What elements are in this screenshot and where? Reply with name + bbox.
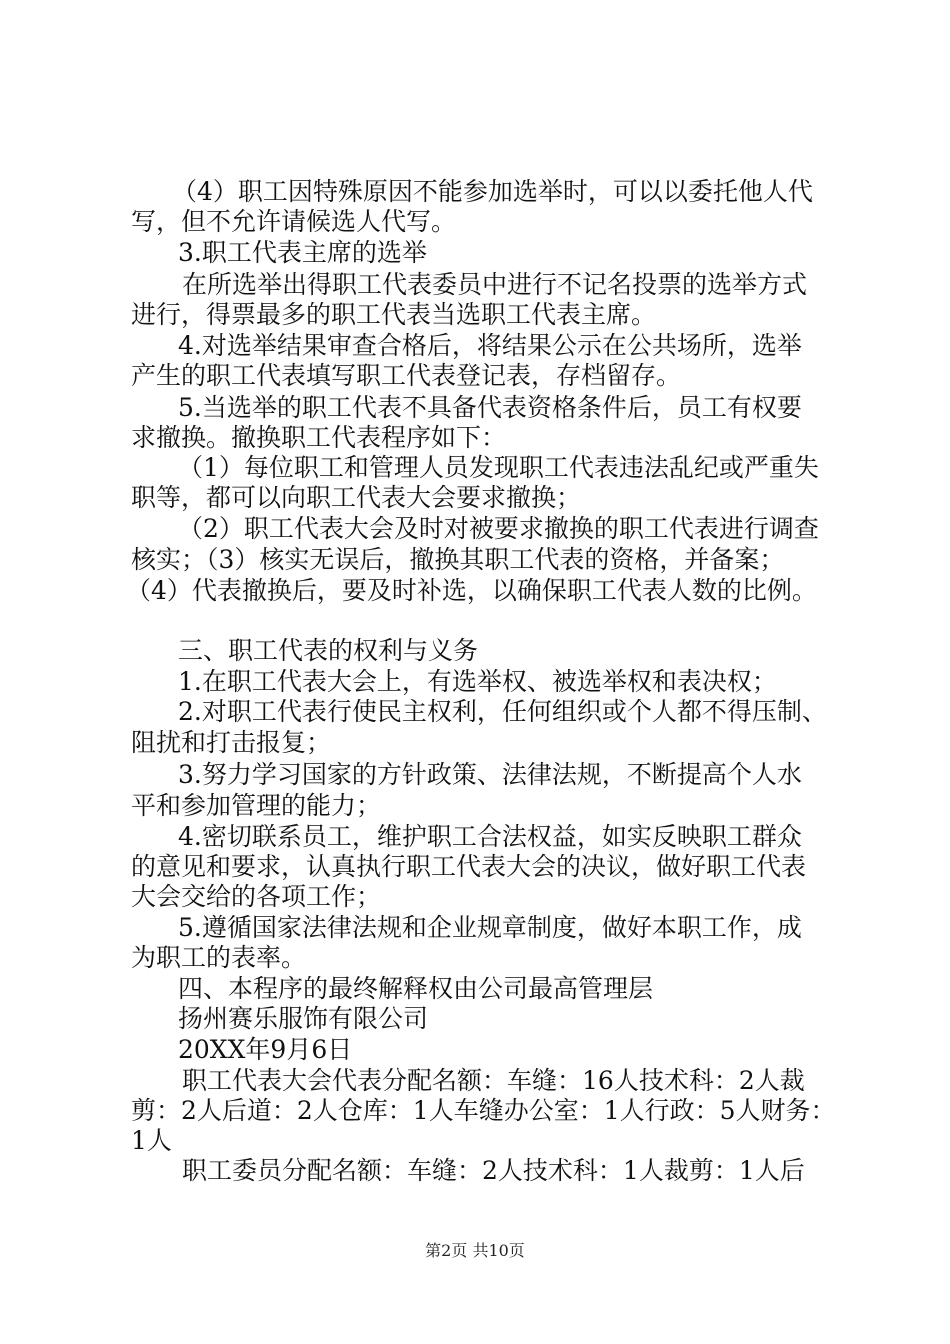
section-heading: 3.职工代表主席的选举 (178, 238, 427, 267)
section-heading: 三、职工代表的权利与义务 (178, 636, 479, 665)
text-line: 2.对职工代表行使民主权利，任何组织或个人都不得压制、 (178, 697, 827, 726)
text-line: 在所选举出得职工代表委员中进行不记名投票的选举方式 (182, 270, 808, 299)
page-number: 第2页 共10页 (425, 1241, 525, 1260)
text-line: 5.当选举的职工代表不具备代表资格条件后，员工有权要 (178, 393, 802, 422)
text-line: 3.努力学习国家的方针政策、法律法规，不断提高个人水 (178, 760, 802, 789)
text-line: 的意见和要求，认真执行职工代表大会的决议，做好职工代表 (131, 852, 807, 881)
text-line: 剪：2人后道：2人仓库：1人车缝办公室：1人行政：5人财务： (131, 1096, 836, 1125)
text-line: （1）每位职工和管理人员发现职工代表违法乱纪或严重失 (178, 453, 819, 482)
text-line: 求撤换。撤换职工代表程序如下： (131, 423, 507, 452)
text-line: 大会交给的各项工作； (131, 882, 382, 911)
text-line: 职等，都可以向职工代表大会要求撤换； (131, 483, 582, 512)
text-line: 职工委员分配名额：车缝：2人技术科：1人裁剪：1人后 (182, 1156, 805, 1185)
text-line: （4）职工因特殊原因不能参加选举时，可以以委托他人代 (172, 177, 813, 206)
document-date: 20XX年9月6日 (178, 1035, 353, 1064)
text-line: （4）代表撤换后，要及时补选，以确保职工代表人数的比例。 (126, 576, 817, 605)
text-line: 职工代表大会代表分配名额：车缝：16人技术科：2人裁 (182, 1066, 805, 1095)
text-line: 4.密切联系员工，维护职工合法权益，如实反映职工群众 (178, 822, 802, 851)
text-line: （2）职工代表大会及时对被要求撤换的职工代表进行调查 (178, 514, 819, 543)
text-line: 产生的职工代表填写职工代表登记表，存档留存。 (131, 361, 682, 390)
text-line: 核实；（3）核实无误后，撤换其职工代表的资格，并备案； (131, 545, 785, 574)
text-line: 写，但不允许请候选人代写。 (131, 207, 457, 236)
text-line: 1.在职工代表大会上，有选举权、被选举权和表决权； (178, 667, 777, 696)
company-name: 扬州赛乐服饰有限公司 (178, 1004, 429, 1033)
text-line: 阻扰和打击报复； (131, 728, 332, 757)
text-line: 5.遵循国家法律法规和企业规章制度，做好本职工作，成 (178, 913, 802, 942)
text-line: 平和参加管理的能力； (131, 791, 382, 820)
text-line: 4.对选举结果审查合格后，将结果公示在公共场所，选举 (178, 331, 802, 360)
text-line: 进行，得票最多的职工代表当选职工代表主席。 (131, 300, 657, 329)
text-line: 1人 (131, 1126, 172, 1155)
section-heading: 四、本程序的最终解释权由公司最高管理层 (178, 974, 654, 1003)
text-line: 为职工的表率。 (131, 943, 307, 972)
